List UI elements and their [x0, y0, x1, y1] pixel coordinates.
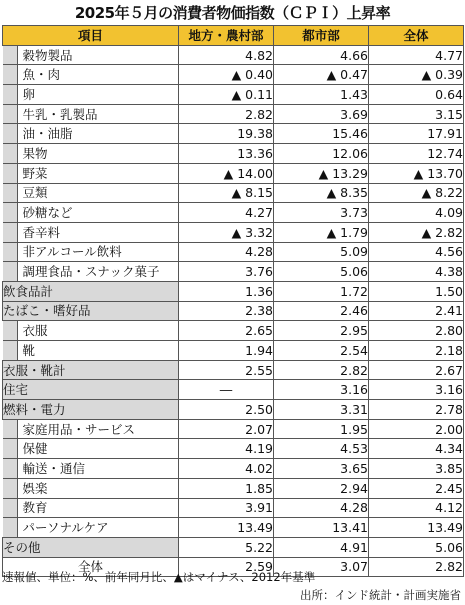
urban-value: 3.65: [274, 459, 369, 479]
table-row: [3, 400, 464, 420]
urban-value: 1.95: [274, 419, 369, 439]
table-row: [3, 459, 464, 479]
source-note: 出所：インド統計・計画実施省: [300, 588, 461, 602]
urban-value: 3.31: [274, 400, 369, 420]
row-label: 果物: [3, 144, 179, 164]
row-label: 卵: [3, 85, 179, 105]
overall-value: ▲ 0.39: [369, 65, 464, 85]
rural-value: 1.85: [179, 478, 274, 498]
row-label: 野菜: [3, 163, 179, 183]
urban-value: 5.09: [274, 242, 369, 262]
row-label: 調理食品・スナック菓子: [3, 262, 179, 282]
rural-value: 3.91: [179, 498, 274, 518]
overall-value: 0.64: [369, 85, 464, 105]
table-row: [3, 360, 464, 380]
row-label: 衣服・靴計: [3, 360, 179, 380]
overall-value: 12.74: [369, 144, 464, 164]
overall-value: 2.82: [369, 557, 464, 577]
urban-value: 4.53: [274, 439, 369, 459]
rural-value: 3.76: [179, 262, 274, 282]
rural-value: 4.02: [179, 459, 274, 479]
rural-value: 2.50: [179, 400, 274, 420]
overall-value: 4.09: [369, 203, 464, 223]
urban-value: ▲ 13.29: [274, 163, 369, 183]
row-label: 非アルコール飲料: [3, 242, 179, 262]
rural-value: 2.59: [179, 557, 274, 577]
row-label: 香辛料: [3, 222, 179, 242]
table-row: [3, 419, 464, 439]
urban-value: 2.54: [274, 341, 369, 361]
rural-value: 4.28: [179, 242, 274, 262]
rural-value: 1.36: [179, 281, 274, 301]
rural-value: ▲ 0.40: [179, 65, 274, 85]
column-header-urban: 都市部: [274, 26, 369, 46]
row-label: 娯楽: [3, 478, 179, 498]
table-row: [3, 321, 464, 341]
rural-value: ―: [179, 380, 274, 400]
overall-value: 5.06: [369, 537, 464, 557]
table-row: [3, 65, 464, 85]
rural-value: 19.38: [179, 124, 274, 144]
rural-value: 2.07: [179, 419, 274, 439]
overall-value: 2.80: [369, 321, 464, 341]
urban-value: 3.16: [274, 380, 369, 400]
urban-value: ▲ 0.47: [274, 65, 369, 85]
table-row: [3, 124, 464, 144]
table-row: [3, 498, 464, 518]
table-row: [3, 537, 464, 557]
overall-value: 2.18: [369, 341, 464, 361]
table-row: [3, 163, 464, 183]
footnote: 速報値、単位：%、前年同月比、▲はマイナス、2012年基準: [2, 570, 316, 584]
overall-value: 4.77: [369, 45, 464, 65]
overall-value: ▲ 2.82: [369, 222, 464, 242]
overall-value: 4.34: [369, 439, 464, 459]
row-label: たばこ・嗜好品: [3, 301, 179, 321]
row-label: 飲食品計: [3, 281, 179, 301]
overall-value: ▲ 8.22: [369, 183, 464, 203]
urban-value: 12.06: [274, 144, 369, 164]
urban-value: 4.91: [274, 537, 369, 557]
rural-value: 4.19: [179, 439, 274, 459]
urban-value: 1.72: [274, 281, 369, 301]
urban-value: 4.28: [274, 498, 369, 518]
table-row: [3, 222, 464, 242]
table-row: [3, 183, 464, 203]
rural-value: ▲ 14.00: [179, 163, 274, 183]
urban-value: 3.07: [274, 557, 369, 577]
row-label: 衣服: [3, 321, 179, 341]
urban-value: 1.43: [274, 85, 369, 105]
urban-value: ▲ 1.79: [274, 222, 369, 242]
overall-value: 2.78: [369, 400, 464, 420]
rural-value: 13.49: [179, 518, 274, 538]
urban-value: 5.06: [274, 262, 369, 282]
urban-value: 13.41: [274, 518, 369, 538]
page-title: 2025年５月の消費者物価指数（ＣＰＩ）上昇率: [74, 4, 391, 22]
rural-value: 2.55: [179, 360, 274, 380]
rural-value: ▲ 0.11: [179, 85, 274, 105]
rural-value: ▲ 3.32: [179, 222, 274, 242]
row-label: 全体: [3, 557, 179, 577]
rural-value: 2.82: [179, 104, 274, 124]
table-row: [3, 341, 464, 361]
table-row: [3, 380, 464, 400]
row-label: パーソナルケア: [3, 518, 179, 538]
rural-value: 5.22: [179, 537, 274, 557]
row-label: 砂糖など: [3, 203, 179, 223]
row-label: 魚・肉: [3, 65, 179, 85]
overall-value: 3.85: [369, 459, 464, 479]
row-label: 牛乳・乳製品: [3, 104, 179, 124]
table-body: [3, 45, 464, 577]
rural-value: 2.38: [179, 301, 274, 321]
urban-value: 3.73: [274, 203, 369, 223]
row-label: 家庭用品・サービス: [3, 419, 179, 439]
urban-value: 4.66: [274, 45, 369, 65]
row-label: 輸送・通信: [3, 459, 179, 479]
table-row: [3, 45, 464, 65]
table-row: [3, 518, 464, 538]
urban-value: 2.46: [274, 301, 369, 321]
table-header-row: [3, 26, 464, 46]
overall-value: 2.00: [369, 419, 464, 439]
overall-value: 13.49: [369, 518, 464, 538]
overall-value: 2.45: [369, 478, 464, 498]
urban-value: 2.95: [274, 321, 369, 341]
row-label: 穀物製品: [3, 45, 179, 65]
overall-value: 3.16: [369, 380, 464, 400]
urban-value: 2.82: [274, 360, 369, 380]
table-row: [3, 203, 464, 223]
row-label: その他: [3, 537, 179, 557]
overall-value: 1.50: [369, 281, 464, 301]
urban-value: 3.69: [274, 104, 369, 124]
rural-value: 4.27: [179, 203, 274, 223]
overall-value: 4.12: [369, 498, 464, 518]
table-row: [3, 144, 464, 164]
overall-value: 2.67: [369, 360, 464, 380]
overall-value: 2.41: [369, 301, 464, 321]
table-row: [3, 262, 464, 282]
table-row: [3, 301, 464, 321]
table-row: [3, 104, 464, 124]
column-header-rural: 地方・農村部: [179, 26, 274, 46]
row-label: 保健: [3, 439, 179, 459]
rural-value: 4.82: [179, 45, 274, 65]
table-row: [3, 281, 464, 301]
table-row: [3, 478, 464, 498]
rural-value: 13.36: [179, 144, 274, 164]
urban-value: 2.94: [274, 478, 369, 498]
table-row: [3, 242, 464, 262]
rural-value: 2.65: [179, 321, 274, 341]
table-row: [3, 439, 464, 459]
urban-value: 15.46: [274, 124, 369, 144]
row-label: 豆類: [3, 183, 179, 203]
overall-value: 4.38: [369, 262, 464, 282]
overall-value: 17.91: [369, 124, 464, 144]
overall-value: ▲ 13.70: [369, 163, 464, 183]
overall-value: 3.15: [369, 104, 464, 124]
column-header-item: 項目: [3, 26, 179, 46]
rural-value: ▲ 8.15: [179, 183, 274, 203]
row-label: 油・油脂: [3, 124, 179, 144]
cpi-table: [2, 25, 464, 577]
rural-value: 1.94: [179, 341, 274, 361]
row-label: 教育: [3, 498, 179, 518]
overall-value: 4.56: [369, 242, 464, 262]
row-label: 住宅: [3, 380, 179, 400]
column-header-overall: 全体: [369, 26, 464, 46]
urban-value: ▲ 8.35: [274, 183, 369, 203]
row-label: 燃料・電力: [3, 400, 179, 420]
table-row: [3, 85, 464, 105]
row-label: 靴: [3, 341, 179, 361]
